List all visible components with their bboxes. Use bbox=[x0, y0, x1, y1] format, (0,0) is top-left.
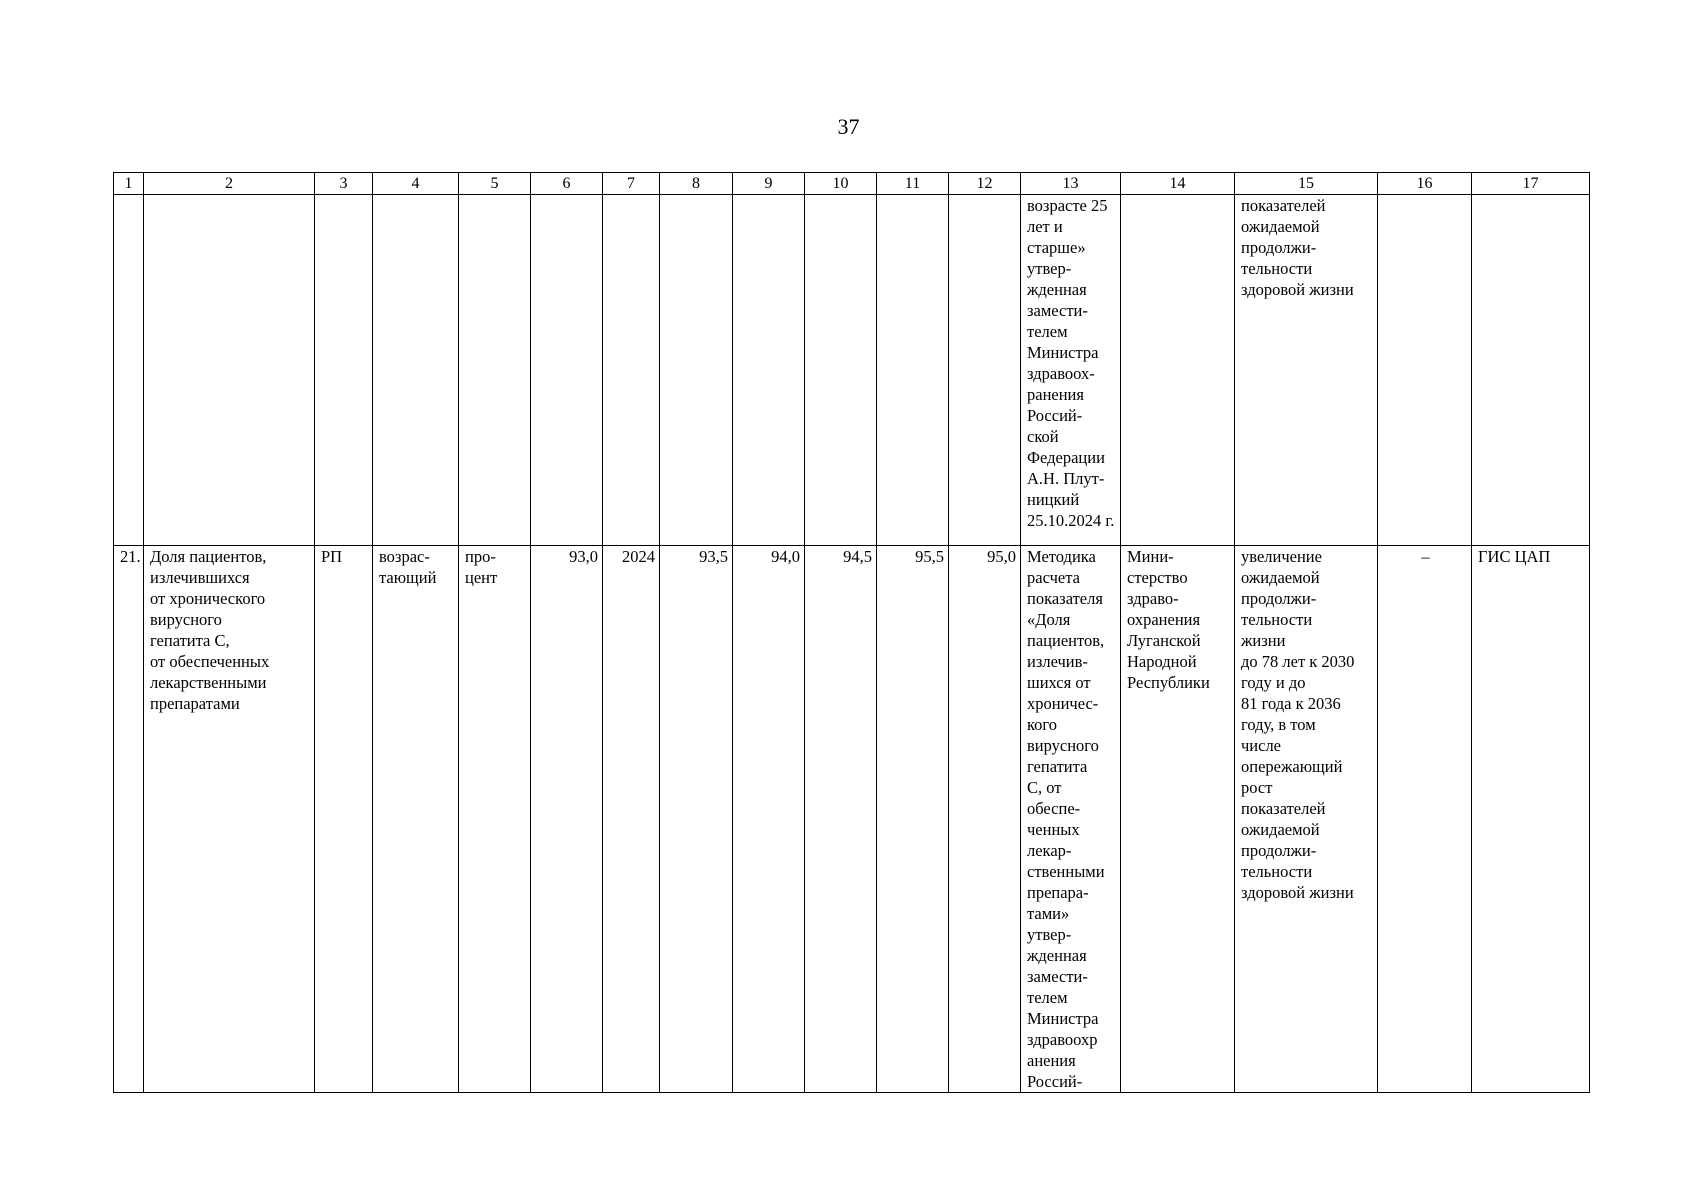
row-index: 21. bbox=[114, 546, 144, 1093]
unit-cell: про- цент bbox=[459, 546, 531, 1093]
info-system-cell: ГИС ЦАП bbox=[1472, 546, 1590, 1093]
base-year-cell: 2024 bbox=[603, 546, 660, 1093]
value-cell: 95,5 bbox=[877, 546, 949, 1093]
value-cell: 95,0 bbox=[949, 546, 1021, 1093]
column-number: 15 bbox=[1235, 173, 1378, 195]
column-number: 3 bbox=[315, 173, 373, 195]
column-number: 6 bbox=[531, 173, 603, 195]
column-number: 8 bbox=[660, 173, 733, 195]
table-cell bbox=[114, 195, 144, 546]
table-cell bbox=[1121, 195, 1235, 546]
table-row-21 bbox=[114, 546, 1590, 1093]
methodology-continuation-cell: возрасте 25 лет и старше» утвер- жденная замести- телем Министра здравоох- ранения Россий- ской Федерации А.Н. Плут- ницкий 25.10.2024 г. bbox=[1021, 195, 1121, 546]
page-number: 37 bbox=[837, 114, 860, 139]
column-number: 4 bbox=[373, 173, 459, 195]
methodology-cell: Методика расчета показателя «Доля пациентов, излечив- шихся от хроничес- кого вирусного гепатита С, от обеспе- ченных лекар- ственными препара- тами» утвер- жденная замести- телем Министра здравоохр анения Россий- bbox=[1021, 546, 1121, 1093]
column-number: 1 bbox=[114, 173, 144, 195]
table-cell bbox=[315, 195, 373, 546]
column-number: 16 bbox=[1378, 173, 1472, 195]
table-cell bbox=[603, 195, 660, 546]
column-number: 11 bbox=[877, 173, 949, 195]
column-number: 14 bbox=[1121, 173, 1235, 195]
table-cell bbox=[531, 195, 603, 546]
column-number: 17 bbox=[1472, 173, 1590, 195]
column-number: 5 bbox=[459, 173, 531, 195]
dash-cell: – bbox=[1378, 546, 1472, 1093]
table-cell bbox=[1378, 195, 1472, 546]
column-number: 10 bbox=[805, 173, 877, 195]
value-cell: 93,5 bbox=[660, 546, 733, 1093]
table-cell bbox=[144, 195, 315, 546]
column-number: 7 bbox=[603, 173, 660, 195]
table-cell bbox=[459, 195, 531, 546]
table-cell bbox=[805, 195, 877, 546]
responsible-cell: Мини- стерство здраво- охранения Луганской Народной Республики bbox=[1121, 546, 1235, 1093]
column-number: 13 bbox=[1021, 173, 1121, 195]
base-value-cell: 93,0 bbox=[531, 546, 603, 1093]
table-cell bbox=[1472, 195, 1590, 546]
value-cell: 94,0 bbox=[733, 546, 805, 1093]
indicators-table bbox=[113, 172, 1590, 1093]
trend-cell: возрас- тающий bbox=[373, 546, 459, 1093]
value-cell: 94,5 bbox=[805, 546, 877, 1093]
table-cell bbox=[733, 195, 805, 546]
table-cell bbox=[373, 195, 459, 546]
column-number: 2 bbox=[144, 173, 315, 195]
column-number: 12 bbox=[949, 173, 1021, 195]
table-cell bbox=[949, 195, 1021, 546]
column-number: 9 bbox=[733, 173, 805, 195]
column-number-row bbox=[114, 173, 1590, 195]
continuation-row bbox=[114, 195, 1590, 546]
level-cell: РП bbox=[315, 546, 373, 1093]
goal-continuation-cell: показателей ожидаемой продолжи- тельности здоровой жизни bbox=[1235, 195, 1378, 546]
indicator-name-cell: Доля пациентов, излечившихся от хронического вирусного гепатита С, от обеспеченных лекарственными препаратами bbox=[144, 546, 315, 1093]
table-cell bbox=[660, 195, 733, 546]
goal-cell: увеличение ожидаемой продолжи- тельности жизни до 78 лет к 2030 году и до 81 года к 2036 году, в том числе опережающий рост показателей ожидаемой продолжи- тельности здоровой жизни bbox=[1235, 546, 1378, 1093]
table-cell bbox=[877, 195, 949, 546]
